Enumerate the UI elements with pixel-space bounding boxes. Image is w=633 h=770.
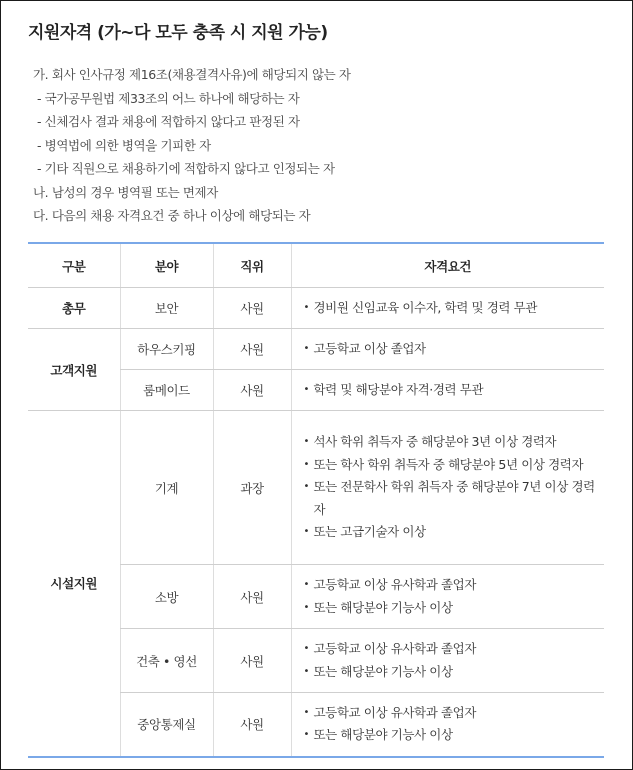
- qualification-item: • 또는 해당분야 기능사 이상: [304, 597, 599, 620]
- table-row: [28, 288, 604, 329]
- qualification-item: • 고등학교 이상 졸업자: [304, 338, 599, 361]
- header-category: 구분: [28, 243, 120, 288]
- category-cell: 고객지원: [28, 329, 120, 411]
- requirement-subitem: - 신체검사 결과 채용에 적합하지 않다고 판정된 자: [37, 114, 300, 129]
- position-cell: 사원: [213, 370, 291, 411]
- field-cell: 하우스키핑: [120, 329, 213, 370]
- qualification-item: • 고등학교 이상 유사학과 졸업자: [304, 574, 599, 597]
- qualification-item: • 경비원 신임교육 이수자, 학력 및 경력 무관: [304, 297, 599, 320]
- position-cell: 과장: [213, 411, 291, 565]
- qualification-cell: [291, 411, 604, 565]
- header-field: 분야: [120, 243, 213, 288]
- field-cell: 룸메이드: [120, 370, 213, 411]
- header-position: 직위: [213, 243, 291, 288]
- page-title: 지원자격 (가~다 모두 충족 시 지원 가능): [28, 23, 328, 43]
- category-cell: 총무: [28, 288, 120, 329]
- qualification-item: • 고등학교 이상 유사학과 졸업자: [304, 638, 599, 661]
- qualification-item: • 석사 학위 취득자 중 해당분야 3년 이상 경력자: [304, 431, 599, 454]
- qualification-item: • 고등학교 이상 유사학과 졸업자: [304, 702, 599, 725]
- qualification-item: • 또는 해당분야 기능사 이상: [304, 661, 599, 684]
- qualification-item: • 또는 고급기술자 이상: [304, 521, 599, 544]
- qualification-item: • 또는 전문학사 학위 취득자 중 해당분야 7년 이상 경력자: [304, 476, 599, 521]
- position-cell: 사원: [213, 329, 291, 370]
- table-header-row: [28, 243, 604, 288]
- requirement-subitem: - 기타 직원으로 채용하기에 적합하지 않다고 인정되는 자: [37, 161, 335, 176]
- table-row: [28, 329, 604, 370]
- header-qualification: 자격요건: [291, 243, 604, 288]
- requirement-subitem: - 병역법에 의한 병역을 기피한 자: [37, 137, 211, 153]
- field-cell: 소방: [120, 565, 213, 629]
- table-row: [28, 411, 604, 565]
- qualification-table: [28, 242, 604, 758]
- position-cell: 사원: [213, 288, 291, 329]
- position-cell: 사원: [213, 629, 291, 693]
- field-cell: 기계: [120, 411, 213, 565]
- qualification-cell: [291, 288, 604, 329]
- qualification-cell: [291, 693, 604, 757]
- category-cell: 시설지원: [28, 411, 120, 757]
- qualification-item: • 학력 및 해당분야 자격·경력 무관: [304, 379, 599, 402]
- requirement-subitem: - 국가공무원법 제33조의 어느 하나에 해당하는 자: [37, 90, 300, 106]
- requirement-item: 다. 다음의 채용 자격요건 중 하나 이상에 해당되는 자: [33, 208, 311, 223]
- position-cell: 사원: [213, 565, 291, 629]
- qualification-cell: [291, 565, 604, 629]
- qualification-item: • 또는 학사 학위 취득자 중 해당분야 5년 이상 경력자: [304, 454, 599, 477]
- requirement-item: 나. 남성의 경우 병역필 또는 면제자: [33, 184, 218, 200]
- field-cell: 보안: [120, 288, 213, 329]
- field-cell: 건축 • 영선: [120, 629, 213, 693]
- position-cell: 사원: [213, 693, 291, 757]
- qualification-item: • 또는 해당분야 기능사 이상: [304, 724, 599, 747]
- qualification-cell: [291, 629, 604, 693]
- qualification-cell: [291, 370, 604, 411]
- requirements-list: [33, 63, 351, 228]
- requirement-item: 가. 회사 인사규정 제16조(채용결격사유)에 해당되지 않는 자: [33, 67, 351, 82]
- field-cell: 중앙통제실: [120, 693, 213, 757]
- qualification-cell: [291, 329, 604, 370]
